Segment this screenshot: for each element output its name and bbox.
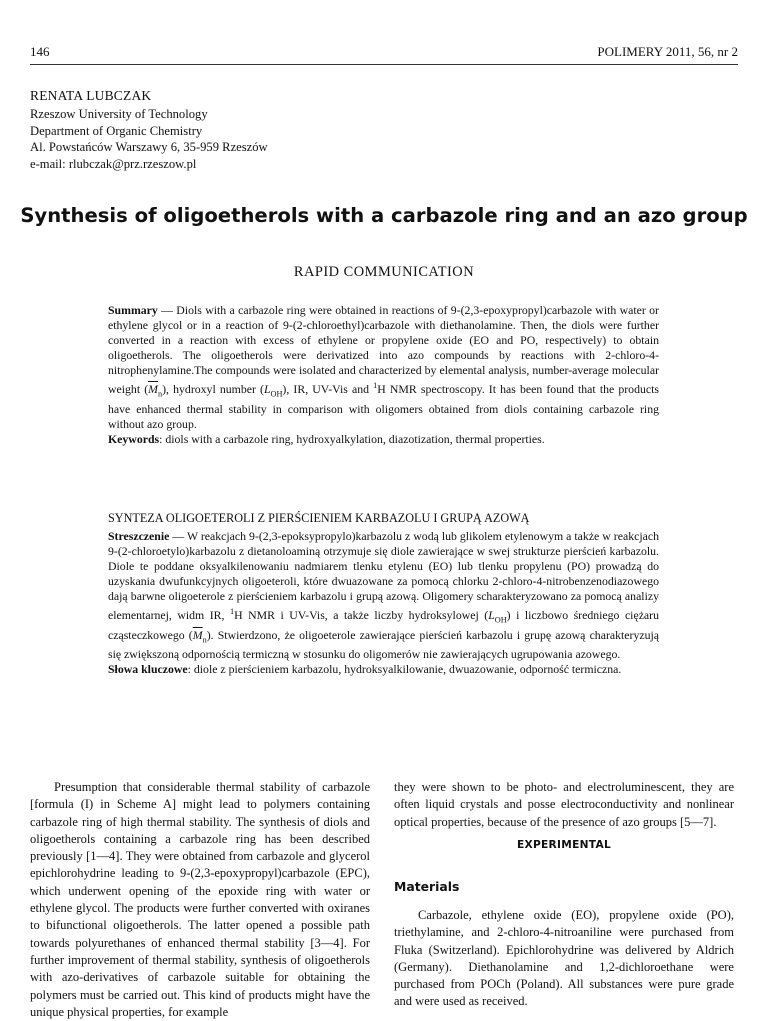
slowa-kluczowe-text: : diole z pierścieniem karbazolu, hydroksyalkilowanie, dwuazowanie, odporność termiczna. <box>187 662 622 677</box>
pl-loh-symbol: L <box>488 608 495 623</box>
materials-heading: Materials <box>394 879 460 894</box>
materials-paragraph: Carbazole, ethylene oxide (EO), propylene oxide (PO), triethylamine, and 2-chloro-4-nitroaniline were purchased from Fluka (Switzerland). Epichlorohydrine was delivered by Aldrich (Germany). Diethanolamine and 1,2-dichloroethane were purchased from POCh (Poland). All substances were pure grade and were used as received. <box>394 908 734 1009</box>
mn-subscript: n <box>158 389 163 399</box>
streszczenie-text-4: ). Stwierdzono, że oligoeterole zawierające pierścień karbazolu i grupę azową charakteryzują się zwiększoną odpornością termiczną w stosunku do oligomerów nie zawierających ugrupowania azowego. <box>108 627 659 662</box>
streszczenie-text-3: ) i liczbowo średniego ciężaru cząsteczkowego ( <box>108 608 659 642</box>
polish-title: SYNTEZA OLIGOETEROLI Z PIERŚCIENIEM KARBAZOLU I GRUPĄ AZOWĄ <box>108 511 530 525</box>
author-name: RENATA LUBCZAK <box>30 88 152 103</box>
summary-text-4: H NMR spectroscopy. It has been found that the products have enhanced thermal stability in comparison with oligomers obtained from diols containing carbazole ring without azo group. <box>108 382 659 431</box>
streszczenie-text-2: H NMR i UV-Vis, a także liczby hydroksylowej ( <box>234 608 489 623</box>
affiliation-address: Al. Powstańców Warszawy 6, 35-959 Rzeszów <box>30 140 268 155</box>
polish-summary <box>108 529 659 677</box>
author-affiliation <box>30 106 268 172</box>
keywords-label: Keywords <box>108 432 160 447</box>
affiliation-email: e-mail: rlubczak@prz.rzeszow.pl <box>30 156 197 171</box>
article-type: RAPID COMMUNICATION <box>293 264 475 280</box>
intro-continuation: they were shown to be photo- and electroluminescent, they are often liquid crystals and posse electroconductivity and nonlinear optical properties, because of the presence of azo groups [5—7]. <box>394 780 734 829</box>
h-superscript: 1 <box>373 381 378 391</box>
summary-text-2: ), hydroxyl number ( <box>162 382 264 397</box>
summary-text-1: — Diols with a carbazole ring were obtained in reactions of 9-(2,3-epoxypropyl)carbazole with water or ethylene glycol or in a reaction of 9-(2-chloroethyl)carbazole with diethanolamine. Then, the diols were further converted in a reaction with excess of ethylene or propylene oxide (EO and PO, respectively) to obtain oligoetherols. The oligoetherols were derivatized into azo compounds by reactions with 2-chloro-4-nitrophenylamine.The compounds were isolated and characterized by elemental analysis, number-average molecular weight ( <box>108 303 659 397</box>
english-summary <box>108 303 659 447</box>
loh-subscript: OH <box>270 389 283 399</box>
slowa-kluczowe-label: Słowa kluczowe <box>108 662 188 677</box>
streszczenie-text-1: — W reakcjach 9-(2,3-epoksypropylo)karbazolu z wodą lub glikolem etylenowym a także w reakcjach 9-(2-chloroetylo)karbazolu z dietanoloaminą otrzymuje się diole zawierające w swej strukturze pierścień karbazolu. Diole te poddane oksyalkilenowaniu nadmiarem tlenku etylenu (EO) lub tlenku propylenu (PO) prowadzą do uzyskania dwufunkcyjnych oligoeteroli, które dwuazowane za pomocą chlorku 2-chloro-4-nitrobenzenodiazowego dają barwne oligoeterole z pierścieniem karbazolu i grupą azową. Oligomery scharakteryzowano za pomocą analizy elementarnej, widm IR, <box>108 529 659 623</box>
mn-symbol: $\overline{M}$ <box>148 382 158 397</box>
streszczenie-label: Streszczenie <box>108 529 170 543</box>
page-number: 146 <box>30 44 50 59</box>
loh-symbol: L <box>263 382 271 397</box>
body-left-column <box>30 779 370 1021</box>
journal-header: POLIMERY 2011, 56, nr 2 <box>597 44 738 59</box>
header-rule <box>30 64 738 65</box>
affiliation-university: Rzeszow University of Technology <box>30 107 208 121</box>
affiliation-department: Department of Organic Chemistry <box>30 123 203 138</box>
pl-loh-subscript: OH <box>494 615 507 625</box>
body-right-column <box>394 779 734 831</box>
summary-text-3: ), IR, UV-Vis and <box>282 382 374 397</box>
pl-mn-symbol: $\overline{M}$ <box>192 627 203 642</box>
experimental-heading: EXPERIMENTAL <box>516 839 612 851</box>
pl-mn-subscript: n <box>202 635 207 645</box>
summary-label: Summary <box>108 303 158 317</box>
pl-h-superscript: 1 <box>229 607 235 617</box>
article-title: Synthesis of oligoetherols with a carbazole ring and an azo group <box>20 204 748 227</box>
intro-paragraph: Presumption that considerable thermal stability of carbazole [formula (I) in Scheme A] might lead to polymers containing carbazole ring of high thermal stability. The synthesis of diols and oligoetherols containing a carbazole ring has been described previously [1—4]. They were obtained from carbazole and glycerol epichlorohydrine leading to 9-(2,3-epoxypropyl)carbazole (EPC), which underwent opening of the epoxide ring with water or ethylene glycol. The products were further converted with oxiranes to bifunctional oligoetherols. The latter opened a possible path towards polyurethanes of enhanced thermal stability [3—4]. For further improvement of thermal stability, synthesis of oligoetherols with azo-derivatives of carbazole suitable for obtaining the polymers must be carried out. This kind of products might have the unique physical properties, for example <box>30 780 370 1019</box>
materials-section <box>394 907 734 1011</box>
keywords-text: : diols with a carbazole ring, hydroxyalkylation, diazotization, thermal properties. <box>159 432 545 447</box>
